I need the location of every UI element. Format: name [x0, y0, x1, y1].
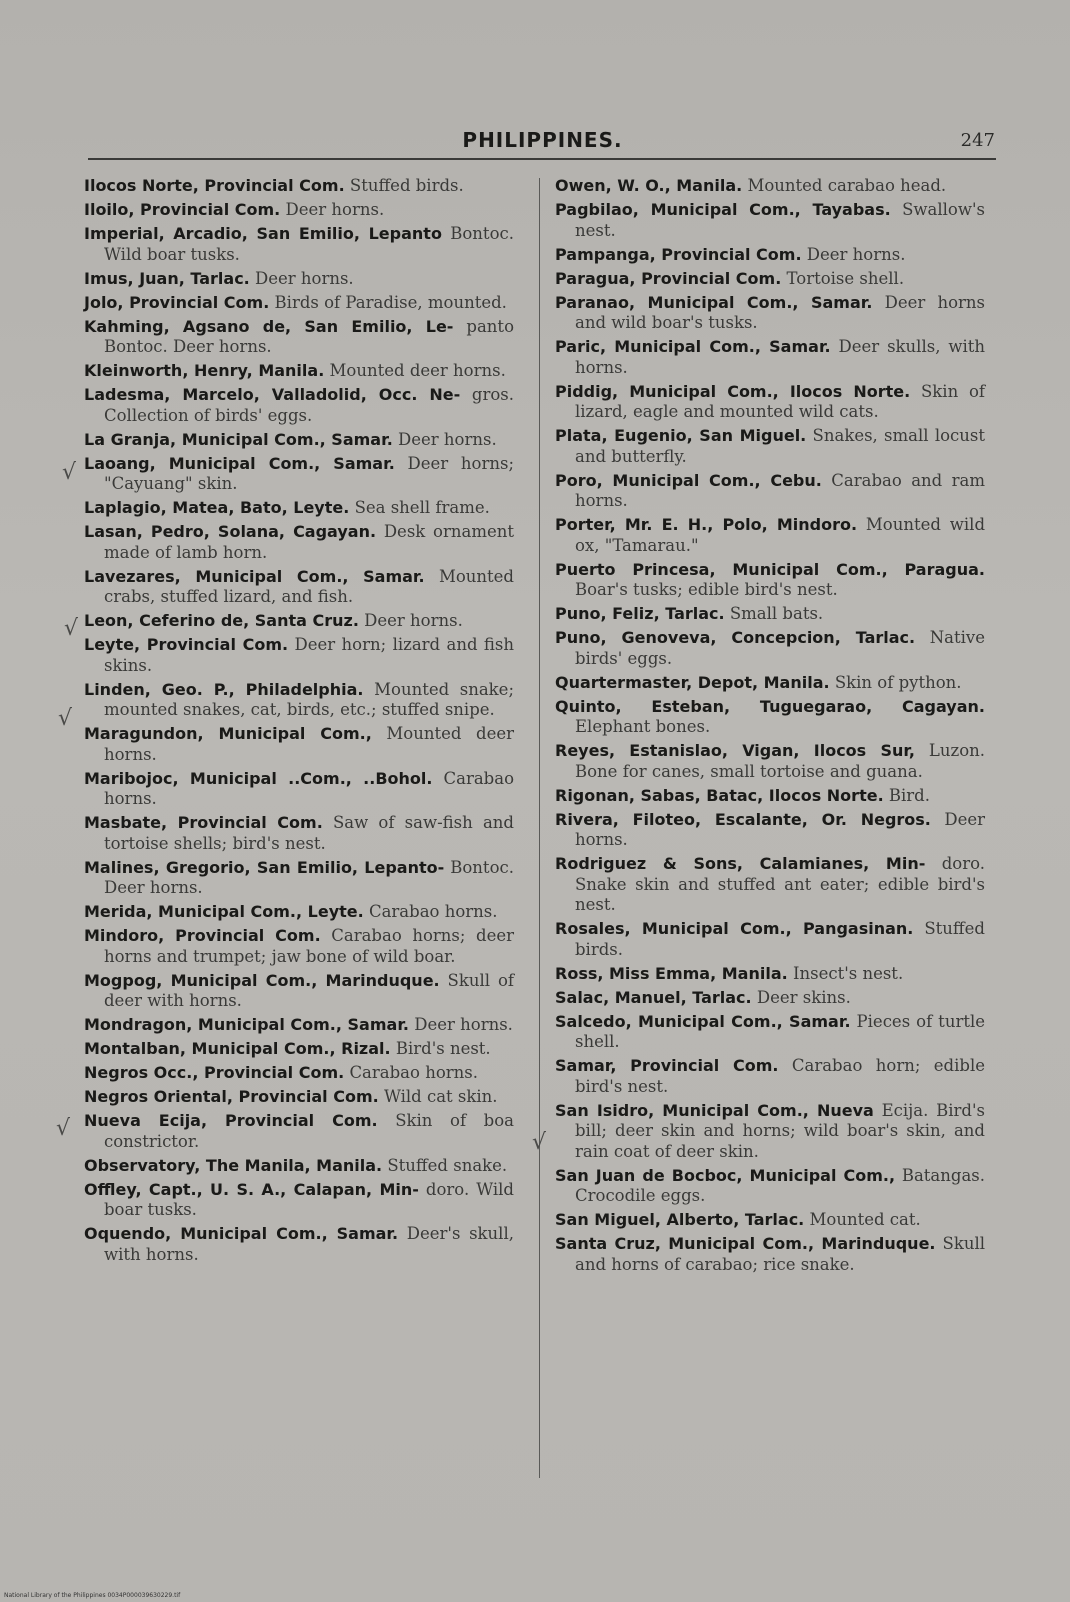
index-entry [84, 1063, 514, 1084]
index-entry [555, 176, 985, 197]
index-entry [84, 680, 514, 721]
entry-description: Elephant bones. [575, 717, 711, 736]
entry-description: Deer horn; lizard and fish skins. [104, 635, 514, 675]
entry-description: Pieces of turtle shell. [575, 1011, 986, 1051]
entry-description: Deer's skull, with horns. [104, 1224, 514, 1264]
pencil-check-mark: √ [532, 1130, 547, 1155]
index-entry [84, 1039, 514, 1060]
index-entry [555, 245, 985, 266]
entry-heading: Linden, Geo. P., Philadelphia. [84, 679, 364, 699]
entry-description: Bird's nest. [395, 1039, 491, 1058]
entry-description: Boar's tusks; edible bird's nest. [575, 580, 838, 599]
entry-heading: Poro, Municipal Com., Cebu. [555, 470, 822, 490]
index-entry [84, 1087, 514, 1108]
entry-description: Carabao horn; edible bird's nest. [575, 1056, 986, 1096]
index-entry [555, 382, 985, 423]
entry-description: Mounted cat. [809, 1210, 921, 1229]
index-entry [555, 426, 985, 467]
entry-description: Skin of boa constrictor. [104, 1111, 515, 1151]
index-entry [84, 1111, 514, 1152]
index-entry [555, 560, 985, 601]
entry-description: doro. Wild boar tusks. [104, 1179, 514, 1219]
entry-description: Deer horns. [285, 200, 385, 219]
entry-description: Mounted deer horns. [104, 724, 514, 764]
entry-heading: Pagbilao, Municipal Com., Tayabas. [555, 200, 891, 219]
pencil-check-mark: √ [62, 460, 77, 485]
entry-heading: Paranao, Municipal Com., Samar. [555, 292, 873, 312]
entry-description: Saw of saw-fish and tortoise shells; bird's nest. [104, 813, 514, 853]
entry-heading: Leon, Ceferino de, Santa Cruz. [84, 611, 359, 630]
entry-description: Deer horns. [255, 268, 354, 288]
entry-heading: Laplagio, Matea, Bato, Leyte. [84, 498, 350, 517]
index-entry [555, 854, 985, 916]
entry-description: Carabao horns. [349, 1063, 478, 1082]
entry-heading: San Juan de Bocboc, Municipal Com., [555, 1165, 896, 1185]
entry-description: Deer horns. [398, 429, 497, 449]
index-entry [555, 293, 985, 334]
right-column [555, 176, 985, 1279]
entry-description: Carabao horns. [104, 768, 515, 808]
entry-description: Insect's nest. [792, 963, 904, 983]
index-entry [84, 1156, 514, 1177]
index-entry [84, 454, 514, 495]
entry-heading: Masbate, Provincial Com. [84, 813, 323, 832]
entry-description: Skin of lizard, eagle and mounted wild cats. [575, 381, 985, 421]
entry-heading: Piddig, Municipal Com., Ilocos Norte. [555, 381, 911, 401]
entry-description: Deer horns; "Cayuang" skin. [104, 453, 515, 493]
entry-description: Ecija. Bird's bill; deer skin and horns; wild boar's skin, and rain coat of deer skin. [575, 1100, 985, 1161]
entry-heading: Lasan, Pedro, Solana, Cagayan. [84, 522, 377, 541]
entry-heading: Offley, Capt., U. S. A., Calapan, Min- [84, 1179, 419, 1199]
entry-heading: Salac, Manuel, Tarlac. [555, 987, 752, 1007]
index-entry [555, 1234, 985, 1275]
entry-heading: Montalban, Municipal Com., Rizal. [84, 1039, 391, 1058]
index-entry [84, 769, 514, 810]
index-entry [84, 1015, 514, 1036]
entry-heading: Maribojoc, Municipal ..Com., ..Bohol. [84, 768, 433, 788]
index-entry [84, 317, 514, 358]
entry-description: Wild cat skin. [383, 1087, 498, 1106]
index-entry [84, 1180, 514, 1221]
pencil-check-mark: √ [64, 616, 79, 641]
entry-heading: Malines, Gregorio, San Emilio, Lepanto- [84, 857, 445, 877]
index-entry [84, 522, 514, 563]
index-entry [555, 1210, 985, 1231]
index-entry [555, 628, 985, 669]
index-entry [555, 1056, 985, 1097]
entry-heading: Rosales, Municipal Com., Pangasinan. [555, 919, 914, 938]
entry-heading: Observatory, The Manila, Manila. [84, 1155, 383, 1175]
index-entry [555, 200, 985, 241]
entry-heading: Ilocos Norte, Provincial Com. [84, 176, 345, 195]
entry-heading: Reyes, Estanislao, Vigan, Ilocos Sur, [555, 741, 915, 760]
entry-heading: Rigonan, Sabas, Batac, Ilocos Norte. [555, 785, 884, 805]
index-entry [555, 741, 985, 782]
page-number: 247 [960, 130, 995, 151]
entry-heading: Quartermaster, Depot, Manila. [555, 672, 830, 692]
entry-description: Luzon. Bone for canes, small tortoise and guana. [575, 741, 986, 781]
left-column [84, 176, 514, 1269]
index-entry [555, 1012, 985, 1053]
entry-description: Deer horns. [575, 809, 986, 849]
entry-description: Bontoc. Deer horns. [104, 857, 514, 897]
index-entry [555, 604, 985, 625]
entry-description: Birds of Paradise, mounted. [274, 292, 507, 312]
index-entry [555, 471, 985, 512]
index-entry [555, 337, 985, 378]
index-entry [555, 673, 985, 694]
entry-heading: Ladesma, Marcelo, Valladolid, Occ. Ne- [84, 385, 461, 404]
index-entry [84, 1224, 514, 1265]
entry-description: Mounted snake; mounted snakes, cat, birds, etc.; stuffed snipe. [104, 679, 515, 719]
index-entry [84, 200, 514, 221]
index-entry [84, 224, 514, 265]
entry-heading: Negros Oriental, Provincial Com. [84, 1087, 379, 1106]
entry-heading: Rodriguez & Sons, Calamianes, Min- [555, 854, 926, 873]
entry-heading: Salcedo, Municipal Com., Samar. [555, 1011, 851, 1031]
index-entry [84, 635, 514, 676]
entry-heading: Merida, Municipal Com., Leyte. [84, 902, 364, 921]
entry-heading: Oquendo, Municipal Com., Samar. [84, 1224, 399, 1243]
entry-description: Mounted crabs, stuffed lizard, and fish. [104, 566, 514, 606]
entry-description: Carabao horns. [368, 902, 498, 921]
index-entry [84, 724, 514, 765]
entry-description: Small bats. [729, 604, 824, 623]
index-entry [84, 269, 514, 290]
entry-description: panto Bontoc. Deer horns. [104, 316, 514, 356]
entry-description: Bird. [888, 785, 930, 805]
entry-heading: Nueva Ecija, Provincial Com. [84, 1111, 378, 1130]
index-entry [84, 430, 514, 451]
entry-description: Stuffed birds. [349, 176, 464, 195]
index-entry [84, 176, 514, 197]
index-entry [555, 697, 985, 738]
entry-description: gros. Collection of birds' eggs. [104, 385, 514, 425]
entry-heading: Mogpog, Municipal Com., Marinduque. [84, 970, 440, 990]
entry-description: Tortoise shell. [786, 268, 905, 288]
index-entry [555, 1166, 985, 1207]
entry-description: Stuffed birds. [575, 919, 985, 959]
index-entry [84, 813, 514, 854]
entry-heading: Leyte, Provincial Com. [84, 635, 289, 654]
index-entry [84, 293, 514, 314]
entry-heading: Maragundon, Municipal Com., [84, 724, 372, 743]
entry-description: Skull of deer with horns. [104, 970, 514, 1010]
index-entry [84, 926, 514, 967]
entry-heading: Kleinworth, Henry, Manila. [84, 361, 325, 380]
entry-description: Deer horns. [414, 1015, 513, 1034]
index-entry [555, 810, 985, 851]
column-divider [539, 178, 540, 1478]
index-entry [84, 902, 514, 923]
entry-description: Mounted deer horns. [329, 361, 506, 380]
index-entry [555, 919, 985, 960]
entry-heading: Lavezares, Municipal Com., Samar. [84, 566, 425, 586]
entry-heading: Laoang, Municipal Com., Samar. [84, 453, 395, 473]
pencil-check-mark: √ [58, 706, 73, 731]
entry-description: doro. Snake skin and stuffed ant eater; edible bird's nest. [575, 854, 985, 914]
index-entry [84, 385, 514, 426]
index-entry [555, 964, 985, 985]
entry-heading: Imperial, Arcadio, San Emilio, Lepanto [84, 224, 442, 243]
index-entry [555, 269, 985, 290]
running-head: PHILIPPINES. [462, 128, 623, 152]
index-entry [84, 971, 514, 1012]
index-entry [555, 515, 985, 556]
entry-heading: Plata, Eugenio, San Miguel. [555, 426, 807, 445]
entry-description: Swallow's nest. [575, 200, 985, 240]
entry-heading: San Miguel, Alberto, Tarlac. [555, 1210, 805, 1229]
entry-description: Stuffed snake. [387, 1155, 508, 1175]
entry-heading: Kahming, Agsano de, San Emilio, Le- [84, 316, 454, 336]
entry-description: Desk ornament made of lamb horn. [104, 522, 514, 562]
entry-heading: Rivera, Filoteo, Escalante, Or. Negros. [555, 809, 931, 829]
entry-heading: Mondragon, Municipal Com., Samar. [84, 1015, 409, 1034]
entry-description: Carabao horns; deer horns and trumpet; jaw bone of wild boar. [104, 926, 514, 966]
entry-description: Sea shell frame. [354, 498, 490, 517]
scan-footer: National Library of the Philippines 0034P000039630229.tif [4, 1592, 181, 1599]
entry-description: Deer skins. [756, 987, 851, 1007]
index-entry [555, 786, 985, 807]
entry-description: Carabao and ram horns. [575, 470, 986, 510]
entry-heading: Ross, Miss Emma, Manila. [555, 963, 788, 983]
index-entry [84, 361, 514, 382]
entry-heading: Puno, Genoveva, Concepcion, Tarlac. [555, 628, 916, 647]
entry-description: Skin of python. [834, 672, 962, 692]
entry-heading: Quinto, Esteban, Tuguegarao, Cagayan. [555, 696, 985, 716]
entry-description: Batangas. Crocodile eggs. [575, 1165, 986, 1205]
index-entry [84, 498, 514, 519]
entry-heading: Porter, Mr. E. H., Polo, Mindoro. [555, 515, 858, 534]
index-entry [84, 611, 514, 632]
entry-heading: Paric, Municipal Com., Samar. [555, 337, 831, 356]
entry-heading: Puerto Princesa, Municipal Com., Paragua. [555, 559, 985, 579]
entry-description: Deer horns. [806, 244, 906, 264]
index-entry [84, 858, 514, 899]
entry-heading: San Isidro, Municipal Com., Nueva [555, 1100, 874, 1120]
entry-heading: Pampanga, Provincial Com. [555, 244, 802, 264]
entry-description: Deer horns and wild boar's tusks. [575, 292, 985, 332]
entry-description: Deer horns. [364, 611, 463, 630]
entry-description: Snakes, small locust and butterfly. [575, 426, 986, 466]
entry-description: Native birds' eggs. [575, 628, 985, 668]
entry-heading: Imus, Juan, Tarlac. [84, 268, 250, 288]
entry-description: Skull and horns of carabao; rice snake. [575, 1234, 986, 1274]
entry-heading: Puno, Feliz, Tarlac. [555, 604, 725, 623]
entry-heading: Paragua, Provincial Com. [555, 268, 782, 288]
entry-description: Mounted carabao head. [747, 176, 947, 195]
entry-heading: Mindoro, Provincial Com. [84, 926, 321, 945]
index-entry [84, 567, 514, 608]
header-rule [88, 158, 996, 160]
page-header [90, 128, 995, 158]
entry-description: Bontoc. Wild boar tusks. [104, 224, 514, 264]
index-entry [555, 988, 985, 1009]
pencil-check-mark: √ [56, 1116, 71, 1141]
entry-heading: Jolo, Provincial Com. [84, 292, 270, 312]
entry-heading: Samar, Provincial Com. [555, 1056, 779, 1075]
entry-heading: Negros Occ., Provincial Com. [84, 1063, 345, 1082]
entry-heading: Iloilo, Provincial Com. [84, 200, 281, 219]
entry-description: Mounted wild ox, "Tamarau." [575, 515, 986, 555]
entry-heading: Santa Cruz, Municipal Com., Marinduque. [555, 1234, 936, 1253]
index-entry [555, 1101, 985, 1163]
entry-heading: La Granja, Municipal Com., Samar. [84, 429, 393, 449]
entry-description: Deer skulls, with horns. [575, 337, 986, 377]
entry-heading: Owen, W. O., Manila. [555, 176, 743, 195]
